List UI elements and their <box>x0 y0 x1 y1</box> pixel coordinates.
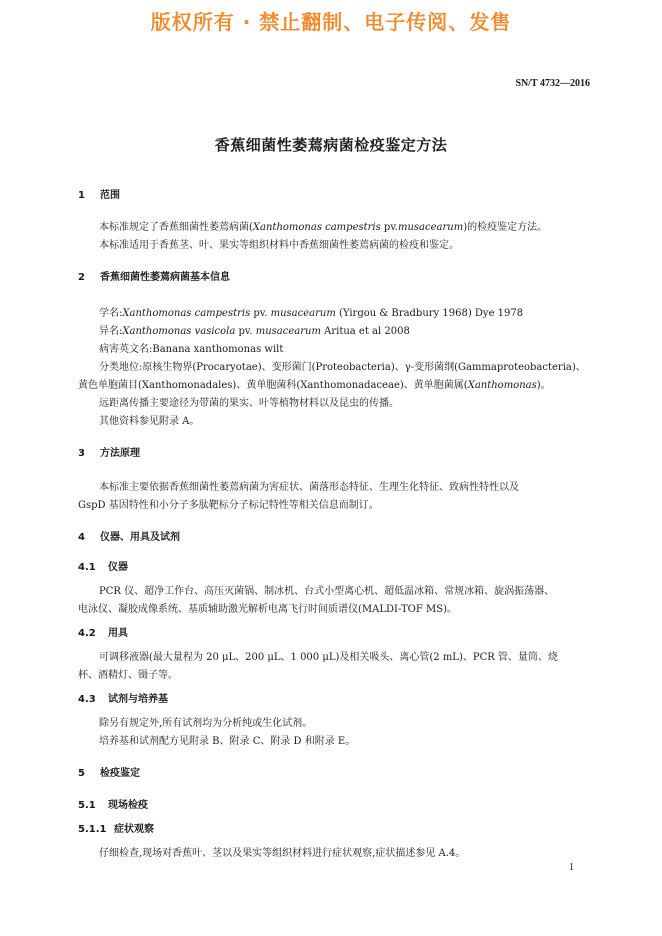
section-title: 香蕉细菌性萎蔫病菌基本信息 <box>100 272 230 283</box>
section-title: 现场检疫 <box>108 800 148 811</box>
subsection-4-2-heading <box>78 624 128 639</box>
section-title: 范围 <box>100 190 120 201</box>
taxonomy-line-2: 黄色单胞菌目(Xanthomonadales)、黄单胞菌科(Xanthomonadaceae)、黄单胞菌属(Xanthomonas)。 <box>78 380 551 391</box>
subsection-4-3-heading <box>78 690 168 705</box>
page-number: 1 <box>569 862 574 873</box>
section-number: 4.3 <box>78 694 96 705</box>
section-4-heading <box>78 528 180 543</box>
copyright-watermark: 版权所有 · 禁止翻制、电子传阅、发售 <box>150 10 512 34</box>
principle-line-2: GspD 基因特性和小分子多肽靶标分子标记特性等相关信息而制订。 <box>78 500 379 511</box>
section-number: 4.2 <box>78 628 96 639</box>
transmission-line: 远距离传播主要途径为带菌的果实、叶等植物材料以及昆虫的传播。 <box>99 398 399 409</box>
english-name-line: 病害英文名:Banana xanthomonas wilt <box>99 344 284 355</box>
subsection-4-1-heading <box>78 558 128 573</box>
annex-reference-line: 其他资料参见附录 A。 <box>99 416 200 427</box>
section-number: 5 <box>78 768 85 779</box>
section-5-heading <box>78 764 140 779</box>
section-number: 3 <box>78 448 85 459</box>
subsection-5-1-heading <box>78 796 148 811</box>
tools-line-2: 杯、酒精灯、镊子等。 <box>78 670 178 681</box>
section-1-heading <box>78 186 120 201</box>
subsection-5-1-1-heading <box>78 820 154 835</box>
principle-line-1: 本标准主要依据香蕉细菌性萎蔫病菌为害症状、菌落形态特征、生理生化特征、致病性特性以及 <box>99 482 519 493</box>
section-number: 5.1.1 <box>78 824 107 835</box>
reagents-line-1: 除另有规定外,所有试剂均为分析纯或生化试剂。 <box>99 718 313 729</box>
section-number: 5.1 <box>78 800 96 811</box>
section-3-heading <box>78 444 140 459</box>
instruments-line-2: 电泳仪、凝胶成像系统、基质辅助激光解析电离飞行时间质谱仪(MALDI-TOF MS)。 <box>78 604 457 615</box>
section-1-paragraph-1: 本标准规定了香蕉细菌性萎蔫病菌(Xanthomonas campestris pv.musacearum)的检疫鉴定方法。 <box>99 222 548 233</box>
section-number: 4.1 <box>78 562 96 573</box>
section-title: 检疫鉴定 <box>100 768 140 779</box>
tools-line-1: 可调移液器(最大量程为 20 μL、200 μL、1 000 μL)及相关吸头、离心管(2 mL)、PCR 管、量筒、烧 <box>99 652 558 663</box>
instruments-line-1: PCR 仪、超净工作台、高压灭菌锅、制冰机、台式小型离心机、超低温冰箱、常规冰箱、旋涡振荡器、 <box>99 586 555 597</box>
section-1-paragraph-2: 本标准适用于香蕉茎、叶、果实等组织材料中香蕉细菌性萎蔫病菌的检疫和鉴定。 <box>99 240 459 251</box>
standard-code: SN/T 4732—2016 <box>515 78 590 89</box>
section-title: 试剂与培养基 <box>108 694 168 705</box>
section-title: 仪器 <box>108 562 128 573</box>
section-title: 症状观察 <box>114 824 154 835</box>
section-number: 2 <box>78 272 85 283</box>
section-number: 1 <box>78 190 85 201</box>
symptom-observation-line: 仔细检查,现场对香蕉叶、茎以及果实等组织材料进行症状观察,症状描述参见 A.4。 <box>99 848 466 859</box>
section-2-heading <box>78 268 230 283</box>
section-number: 4 <box>78 532 85 543</box>
reagents-line-2: 培养基和试剂配方见附录 B、附录 C、附录 D 和附录 E。 <box>99 736 356 747</box>
page-title: 香蕉细菌性萎蔫病菌检疫鉴定方法 <box>214 136 448 154</box>
scientific-name-line: 学名:Xanthomonas campestris pv. musacearum (Yirgou & Bradbury 1968) Dye 1978 <box>99 308 524 319</box>
taxonomy-line-1: 分类地位:原核生物界(Procaryotae)、变形菌门(Proteobacteria)、γ-变形菌纲(Gammaproteobacteria)、 <box>99 362 586 373</box>
section-title: 仪器、用具及试剂 <box>100 532 180 543</box>
synonym-line: 异名:Xanthomonas vasicola pv. musacearum Aritua et al 2008 <box>99 326 410 337</box>
section-title: 方法原理 <box>100 448 140 459</box>
section-title: 用具 <box>108 628 128 639</box>
